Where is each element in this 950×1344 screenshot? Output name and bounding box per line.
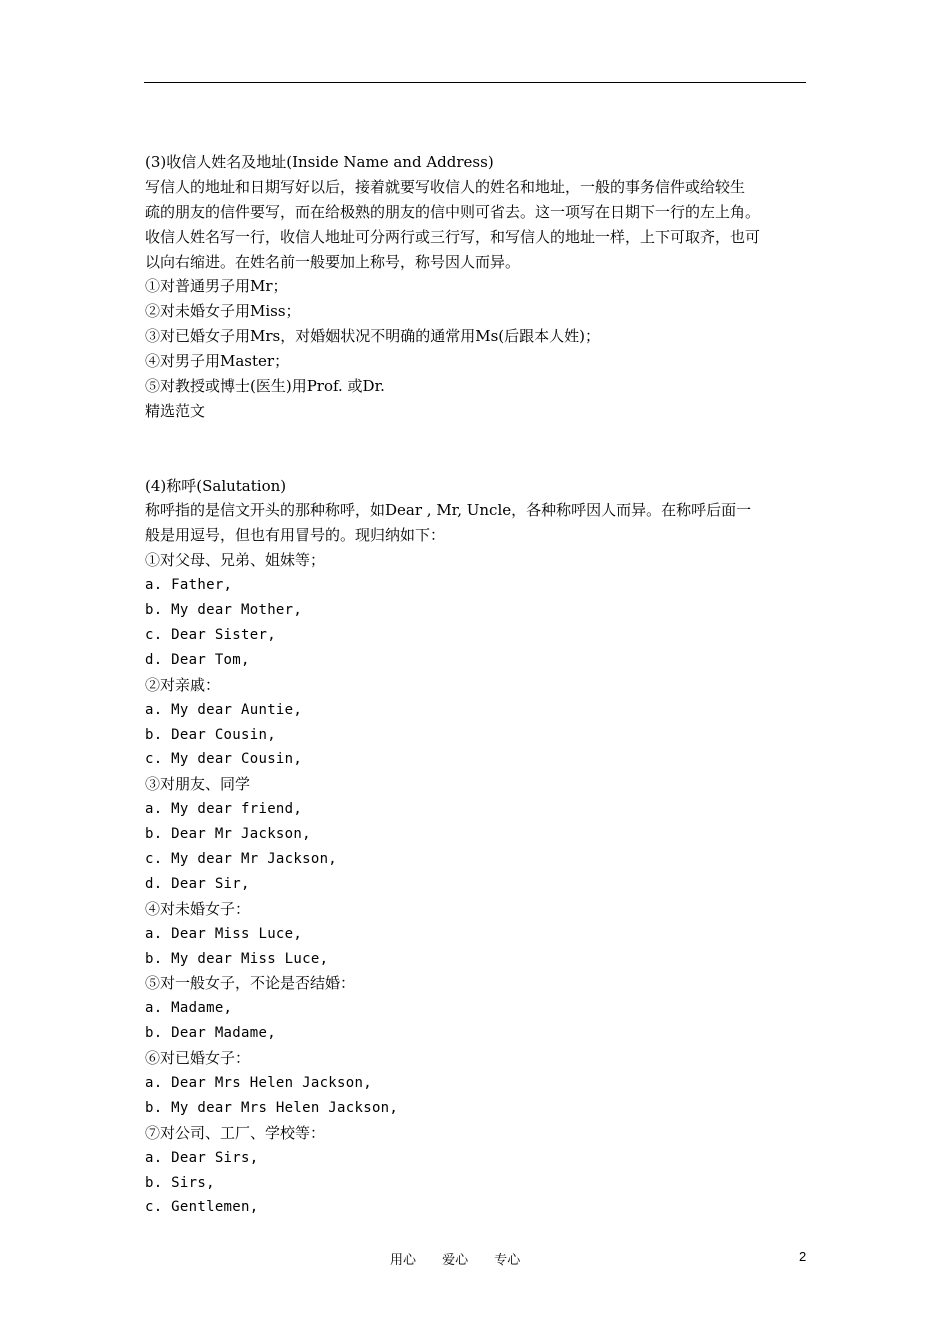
section-4-heading: (4)称呼(Salutation) — [145, 476, 287, 495]
page-number: 2 — [799, 1249, 807, 1264]
salutation-example: d. Dear Tom, — [145, 651, 250, 668]
salutation-example: b. My dear Miss Luce, — [145, 950, 329, 967]
salutation-example: a. Dear Sirs, — [145, 1149, 259, 1166]
salutation-group-title: ⑦对公司、工厂、学校等： — [145, 1123, 326, 1142]
salutation-example: b. Sirs, — [145, 1174, 215, 1191]
title-rule-item: ①对普通男子用Mr； — [145, 277, 288, 296]
section-4-para-line: 称呼指的是信文开头的那种称呼，如Dear , Mr, Uncle，各种称呼因人而异。在称呼后面一 — [145, 501, 752, 520]
salutation-group-title: ①对父母、兄弟、姐妹等； — [145, 551, 326, 570]
title-rule-item: ④对男子用Master； — [145, 352, 290, 371]
title-rule-item: ②对未婚女子用Miss； — [145, 302, 301, 321]
section-3-para-line: 收信人姓名写一行，收信人地址可分两行或三行写，和写信人的地址一样，上下可取齐，也可 — [145, 227, 761, 246]
header-rule — [144, 82, 806, 83]
salutation-group-title: ④对未婚女子： — [145, 899, 251, 918]
salutation-example: a. My dear Auntie, — [145, 701, 303, 718]
salutation-example: d. Dear Sir, — [145, 875, 250, 892]
salutation-example: a. Madame, — [145, 1000, 233, 1017]
salutation-group-title: ⑤对一般女子，不论是否结婚： — [145, 974, 356, 993]
salutation-example: a. Dear Mrs Helen Jackson, — [145, 1074, 372, 1091]
salutation-example: b. Dear Madame, — [145, 1025, 276, 1042]
salutation-group-title: ②对亲戚： — [145, 675, 221, 694]
salutation-example: b. My dear Mrs Helen Jackson, — [145, 1099, 399, 1116]
footer-slogan: 用心 爱心 专心 — [390, 1253, 521, 1268]
salutation-example: c. Dear Sister, — [145, 626, 276, 643]
section-3-heading: (3)收信人姓名及地址(Inside Name and Address) — [145, 153, 494, 171]
section-3-para-line: 写信人的地址和日期写好以后，接着就要写收信人的姓名和地址，一般的事务信件或给较生 — [145, 177, 746, 196]
salutation-example: b. My dear Mother, — [145, 602, 303, 619]
title-rule-item: ③对已婚女子用Mrs，对婚姻状况不明确的通常用Ms(后跟本人姓)； — [145, 327, 600, 346]
salutation-example: b. Dear Cousin, — [145, 726, 276, 743]
salutation-example: a. My dear friend, — [145, 801, 303, 818]
document-body — [145, 150, 810, 1220]
salutation-example: c. My dear Cousin, — [145, 751, 303, 768]
salutation-example: a. Father, — [145, 577, 233, 594]
salutation-group-title: ③对朋友、同学 — [145, 775, 251, 794]
section-spacer — [145, 424, 810, 474]
section-3-para-line: 疏的朋友的信件要写，而在给极熟的朋友的信中则可省去。这一项写在日期下一行的左上角。 — [145, 202, 761, 221]
title-rule-item: ⑤对教授或博士(医生)用Prof. 或Dr. — [145, 377, 385, 396]
salutation-example: c. My dear Mr Jackson, — [145, 850, 338, 867]
salutation-example: a. Dear Miss Luce, — [145, 925, 303, 942]
salutation-example: b. Dear Mr Jackson, — [145, 826, 311, 843]
salutation-group-title: ⑥对已婚女子： — [145, 1049, 251, 1068]
section-3-para-line: 以向右缩进。在姓名前一般要加上称号，称号因人而异。 — [145, 252, 521, 271]
section-3-note: 精选范文 — [145, 401, 206, 420]
salutation-example: c. Gentlemen, — [145, 1199, 259, 1216]
section-4-para-line: 般是用逗号，但也有用冒号的。现归纳如下： — [145, 526, 446, 545]
